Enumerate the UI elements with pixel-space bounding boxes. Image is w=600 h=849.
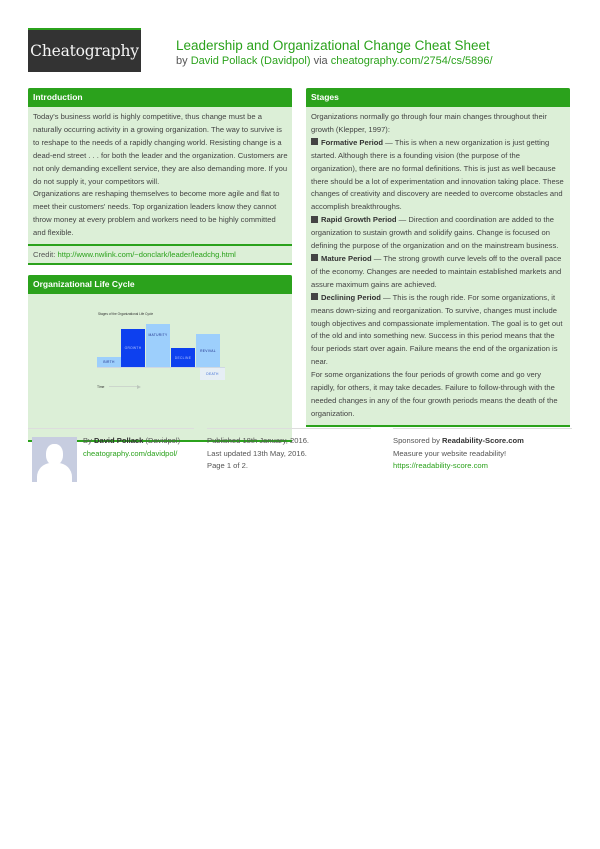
cheatography-logo[interactable] (28, 28, 141, 72)
stages-body (306, 107, 570, 425)
stages-heading: Stages (306, 88, 570, 107)
diagram-title: Stages of the Organizational Life Cycle (98, 312, 154, 317)
time-arrow-line (109, 386, 137, 387)
sponsor-link[interactable]: https://readability-score.com (393, 461, 488, 470)
sponsor-tagline: Measure your website readability! (393, 448, 507, 458)
stages-outro: For some organizations the four periods of growth come and go very rapidly, for others, it may take decades. Failure to follow-through with the needed changes in any of the four growth periods means the death of the organization. (311, 370, 558, 418)
by-prefix: by (176, 55, 188, 67)
page-number: Page 1 of 2. (207, 461, 248, 470)
stage-name: Declining Period (321, 292, 381, 302)
intro-paragraph-2: Organizations are reshaping themselves to become more agile and flat to meet their customers' needs. Top organization leaders know they cannot throw money at every problem and workers need to be highly committed and flexible. (33, 189, 280, 238)
introduction-heading: Introduction (28, 88, 292, 107)
author-handle: (Davidpol) (145, 436, 181, 445)
square-bullet-icon (311, 293, 318, 300)
arrow-right-icon (137, 385, 141, 389)
death-label: DEATH (200, 368, 225, 380)
author-name: David Pollack (94, 436, 144, 445)
bar-birth: BIRTH (97, 357, 121, 367)
life-cycle-box (28, 275, 292, 442)
stage-text: — Direction and coordination are added to the organization to sustain growth and solidify gains. Change is focused on defining the purpose of the organization and on the mainstream business. (311, 215, 559, 251)
time-label: Time (97, 385, 105, 390)
stage-name: Formative Period (321, 137, 384, 147)
author-profile-link[interactable]: cheatography.com/davidpol/ (83, 448, 178, 458)
stage-name: Mature Period (321, 253, 372, 263)
stage-item (311, 253, 566, 292)
bar-revival: REVIVAL (196, 334, 220, 367)
updated-date: Last updated 13th May, 2016. (207, 448, 307, 458)
stage-text: — The strong growth curve levels off to the overall pace of the economy. Changes are needed to maintain established markets and assure maximum gains are achieved. (311, 253, 562, 289)
life-cycle-image (28, 294, 292, 440)
life-cycle-diagram (95, 310, 225, 392)
stages-box (306, 88, 570, 427)
left-column (28, 88, 292, 452)
footer-sponsor (393, 428, 572, 473)
intro-paragraph-1: Today's business world is highly competitive, thus change must be a naturally occurring activity in a growing organization. The way to survive is to reshape to the needs of a rapidly changing world. Resisting change is a dead-end street . . . for both the leader and the organization. Customers are not only demanding excellent service, they are also demanding more. If you do not supply it, your competitors will. (33, 112, 288, 186)
square-bullet-icon (311, 254, 318, 261)
sponsor-name: Readability-Score.com (442, 436, 524, 445)
stage-name: Rapid Growth Period (321, 215, 397, 225)
bar-maturity: MATURITY (146, 324, 170, 367)
bar-decline: DECLINE (171, 348, 195, 367)
stages-intro: Organizations normally go through four main changes throughout their growth (Klepper, 1997): (311, 112, 547, 134)
stage-text: — This is the rough ride. For some organizations, it means down-sizing and reorganization. To survive, changes must include tough objectives and compassionate implementation. The goal is to get out of the old and into something new. Success in this period means that the four periods start over again. Failure means the end of the organization is near. (311, 292, 563, 367)
published-date: Published 18th January, 2016. (207, 436, 310, 445)
credit-link[interactable]: http://www.nwlink.com/~donclark/leader/leadchg.html (57, 250, 236, 260)
sheet-title: Leadership and Organizational Change Cheat Sheet (176, 38, 490, 53)
author-info (83, 435, 194, 460)
avatar-shoulders (37, 463, 72, 482)
via-text: via (313, 55, 328, 67)
credit-label: Credit: (33, 250, 56, 260)
byline (176, 55, 493, 67)
sponsor-prefix: Sponsored by (393, 436, 440, 445)
logo-text: Cheatography (30, 42, 139, 60)
introduction-box (28, 88, 292, 265)
author-line (83, 435, 194, 448)
avatar[interactable] (32, 437, 77, 482)
credit-row (28, 244, 292, 263)
sponsor-line (393, 435, 572, 448)
bar-growth: GROWTH (121, 329, 145, 367)
stage-item (311, 292, 566, 369)
footer-meta (207, 428, 371, 473)
life-cycle-heading: Organizational Life Cycle (28, 275, 292, 294)
square-bullet-icon (311, 138, 318, 145)
stage-item (311, 137, 566, 214)
footer-author (28, 428, 194, 498)
stage-item (311, 214, 566, 253)
right-column (306, 88, 570, 437)
author-link[interactable]: David Pollack (Davidpol) (190, 55, 311, 67)
by-label: By (83, 436, 92, 445)
avatar-head (46, 444, 63, 465)
sheet-url-link[interactable]: cheatography.com/2754/cs/5896/ (330, 55, 493, 67)
stage-text: — This is when a new organization is just getting started. Although there is a founding vision (the purpose of the organization), there are no formal definitions. This is just as well because there should be a lot of experimentation and innovation taking place. These changes of creativity and discovery are needed to overcome obstacles and accomplish breakthroughs. (311, 137, 564, 212)
square-bullet-icon (311, 216, 318, 223)
introduction-body (28, 107, 292, 244)
